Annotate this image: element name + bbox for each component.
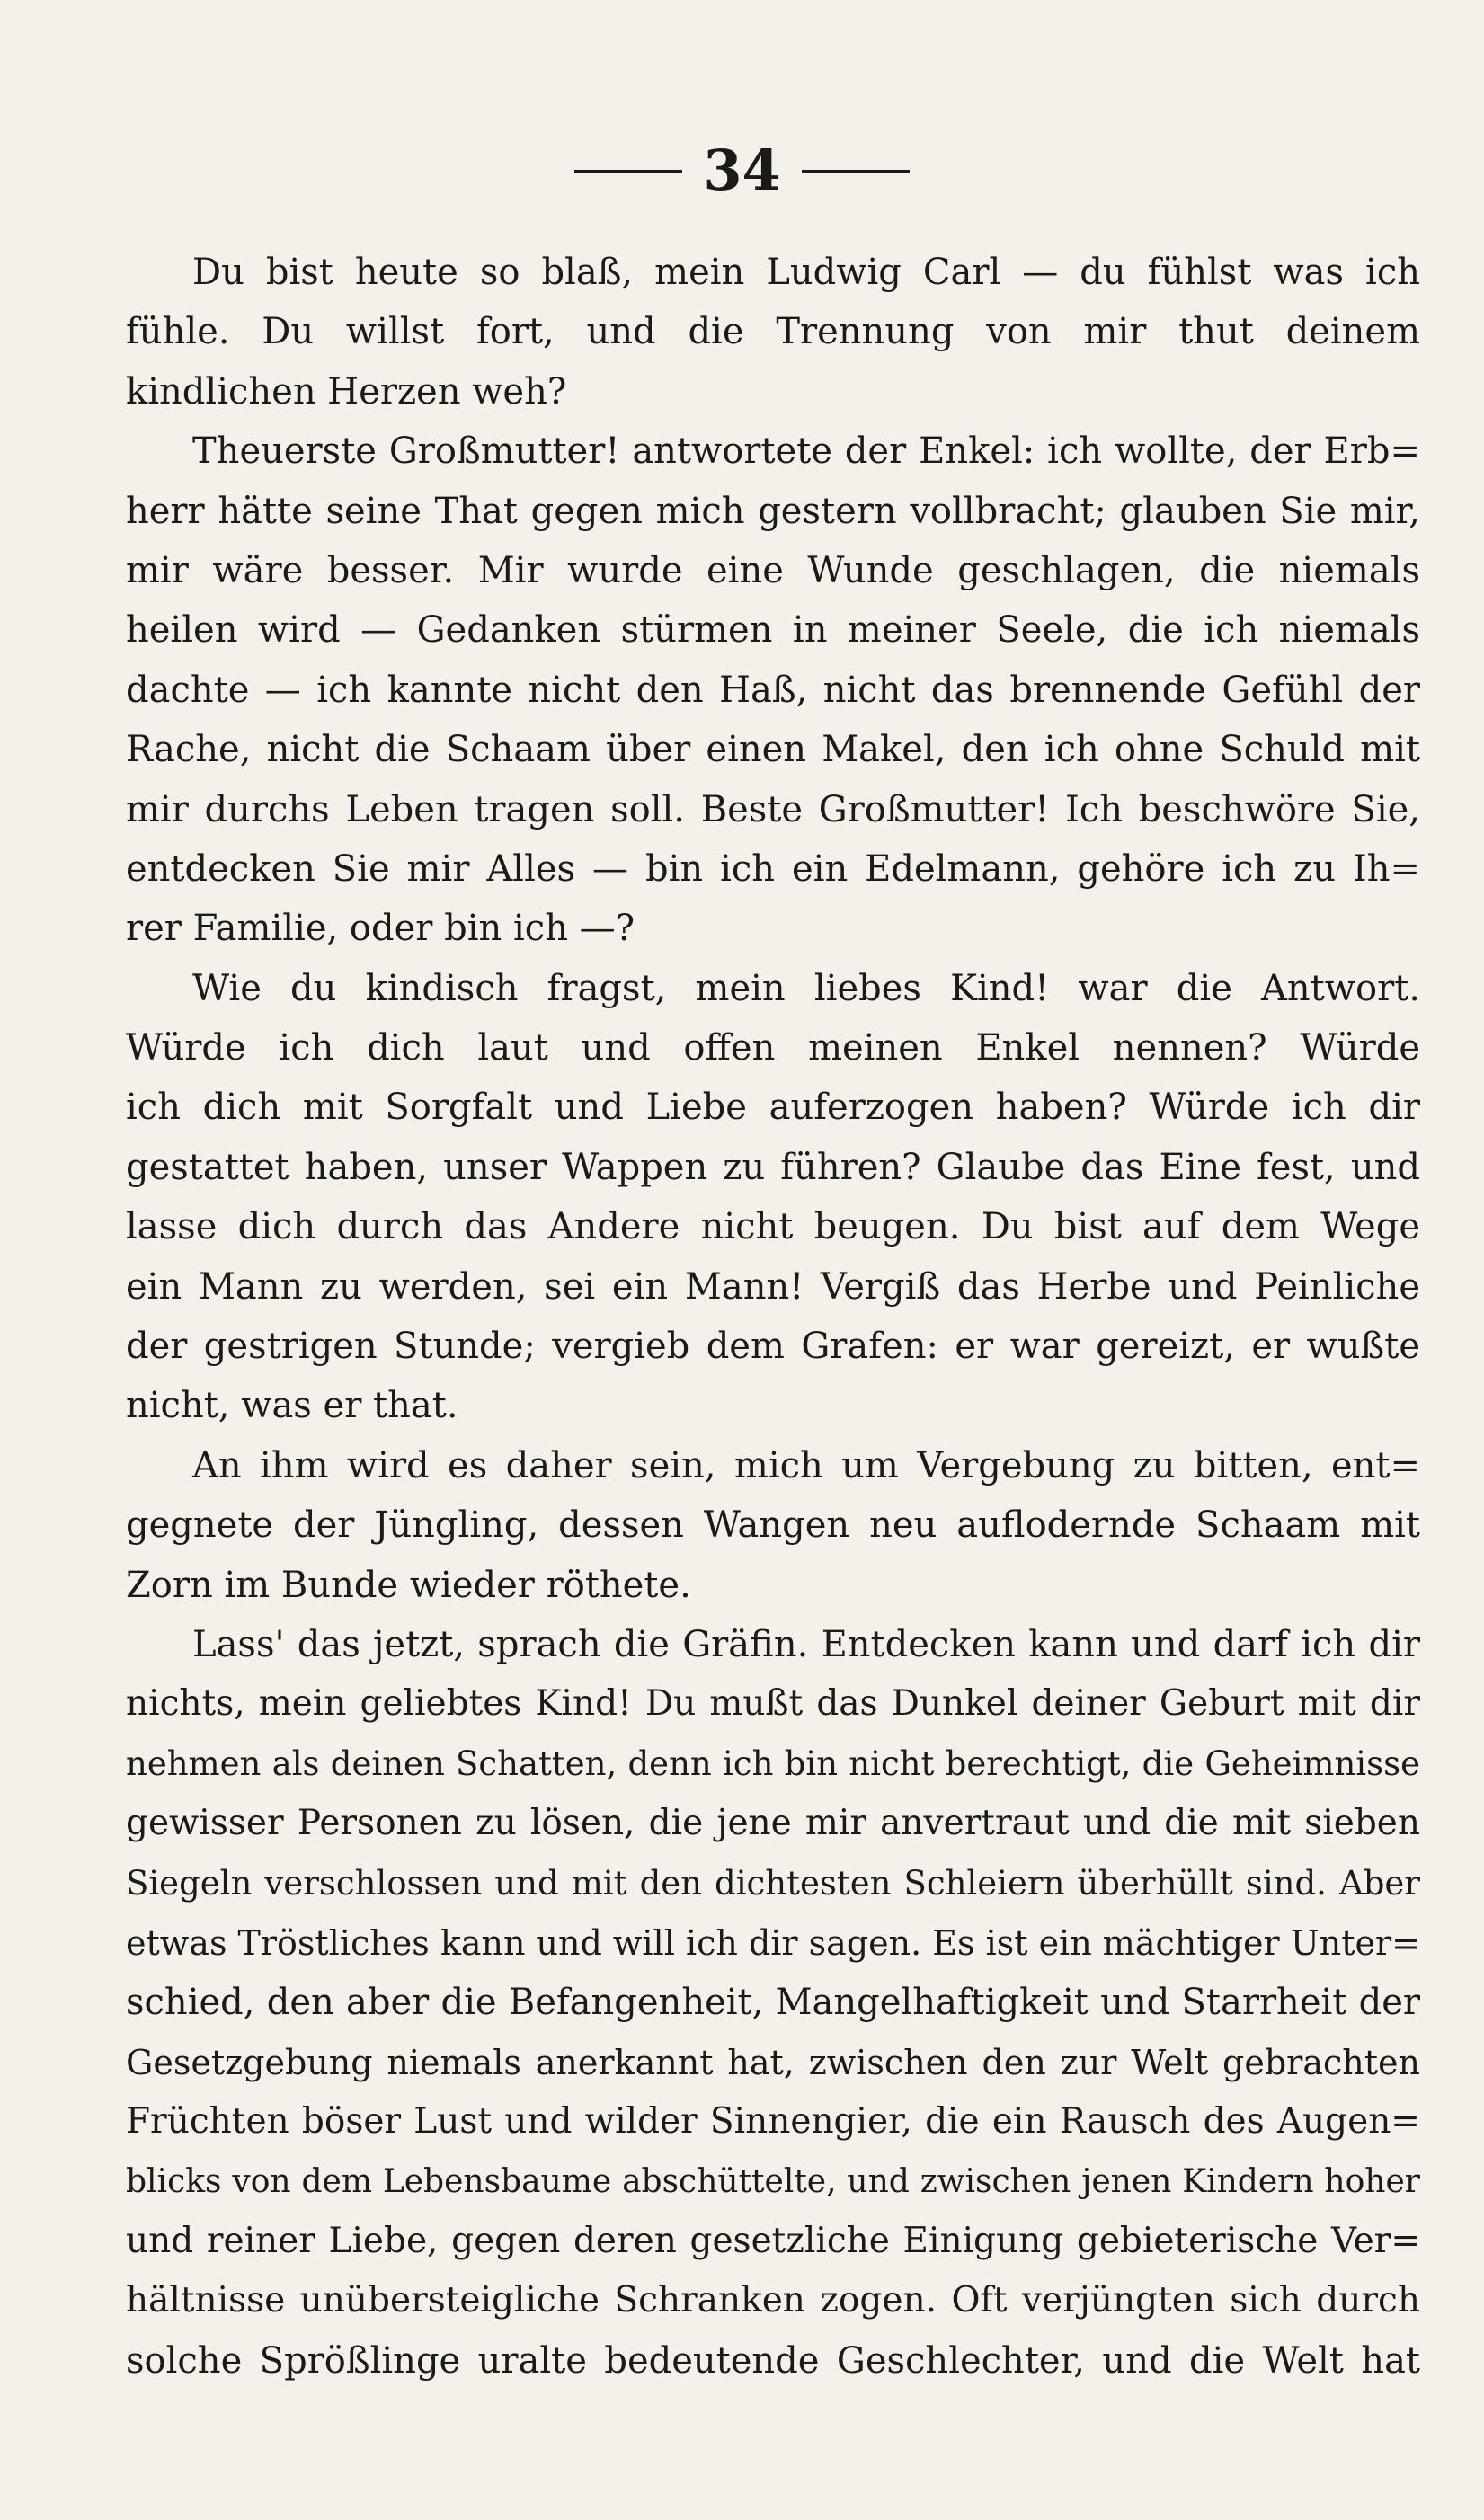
text-line: der gestrigen Stunde; vergieb dem Grafen: er war gereizt, er wußte [126, 1326, 1420, 1368]
text-line: Wie du kindisch fragst, mein liebes Kind! war die Antwort. [192, 967, 1420, 1009]
text-line: Gesetzgebung niemals anerkannt hat, zwischen den zur Welt gebrachten [126, 2042, 1420, 2082]
page-header [0, 135, 1484, 207]
text-line: etwas Tröstliches kann und will ich dir sagen. Es ist ein mächtiger Unter= [126, 1922, 1420, 1963]
text-line: gegnete der Jüngling, dessen Wangen neu auflodernde Schaam mit [126, 1504, 1420, 1547]
header-rule-left [574, 170, 682, 173]
text-line: mir durchs Leben tragen soll. Beste Großmutter! Ich beschwöre Sie, [126, 788, 1420, 830]
text-line: Theuerste Großmutter! antwortete der Enkel: ich wollte, der Erb= [192, 430, 1420, 473]
text-line: ein Mann zu werden, sei ein Mann! Vergiß das Herbe und Peinliche [126, 1265, 1420, 1308]
page-number: 34 [703, 138, 781, 203]
text-line: entdecken Sie mir Alles — bin ich ein Edelmann, gehöre ich zu Ih= [126, 847, 1420, 890]
text-line: mir wäre besser. Mir wurde eine Wunde geschlagen, die niemals [126, 549, 1420, 591]
text-line: Würde ich dich laut und offen meinen Enkel nennen? Würde [126, 1027, 1420, 1069]
text-line: hältnisse unübersteigliche Schranken zogen. Oft verjüngten sich durch [126, 2280, 1420, 2321]
text-line: Siegeln verschlossen und mit den dichtesten Schleiern überhüllt sind. Aber [126, 1863, 1420, 1903]
header-rule-right [802, 170, 910, 173]
text-line: rer Familie, oder bin ich —? [126, 908, 635, 950]
text-line: und reiner Liebe, gegen deren gesetzliche Einigung gebieterische Ver= [126, 2220, 1420, 2261]
text-line: nehmen als deinen Schatten, denn ich bin nicht berechtigt, die Geheimnisse [126, 1744, 1420, 1783]
text-line: An ihm wird es daher sein, mich um Vergebung zu bitten, ent= [192, 1444, 1420, 1486]
text-line: dachte — ich kannte nicht den Haß, nicht das brennende Gefühl der [126, 669, 1420, 711]
text-line: heilen wird — Gedanken stürmen in meiner Seele, die ich niemals [126, 609, 1420, 652]
text-line: gestattet haben, unser Wappen zu führen? Glaube das Eine fest, und [126, 1146, 1420, 1188]
text-line: herr hätte seine That gegen mich gestern vollbracht; glauben Sie mir, [126, 490, 1420, 532]
text-line: schied, den aber die Befangenheit, Mangelhaftigkeit und Starrheit der [126, 1982, 1420, 2024]
text-line: Früchten böser Lust und wilder Sinnengier, die ein Rausch des Augen= [126, 2101, 1420, 2143]
text-line: nicht, was er that. [126, 1385, 458, 1427]
text-line: gewisser Personen zu lösen, die jene mir anvertraut und die mit sieben [126, 1803, 1420, 1844]
text-line: fühle. Du willst fort, und die Trennung von mir thut deinem [126, 311, 1420, 353]
text-line: Zorn im Bunde wieder röthete. [126, 1564, 691, 1606]
text-line: lasse dich durch das Andere nicht beugen. Du bist auf dem Wege [126, 1206, 1420, 1248]
text-line: Du bist heute so blaß, mein Ludwig Carl — du fühlst was ich [192, 252, 1420, 293]
text-line: solche Sprößlinge uralte bedeutende Geschlechter, und die Welt hat [126, 2339, 1420, 2382]
text-line: Rache, nicht die Schaam über einen Makel, den ich ohne Schuld mit [126, 729, 1420, 771]
body-text [126, 243, 1420, 2391]
text-line: nichts, mein geliebtes Kind! Du mußt das Dunkel deiner Geburt mit dir [126, 1683, 1420, 1725]
text-line: Lass' das jetzt, sprach die Gräfin. Entdecken kann und darf ich dir [192, 1623, 1420, 1665]
text-line: blicks von dem Lebensbaume abschüttelte, und zwischen jenen Kindern hoher [126, 2162, 1420, 2200]
text-line: ich dich mit Sorgfalt und Liebe auferzogen haben? Würde ich dir [126, 1087, 1420, 1129]
text-line: kindlichen Herzen weh? [126, 370, 567, 413]
